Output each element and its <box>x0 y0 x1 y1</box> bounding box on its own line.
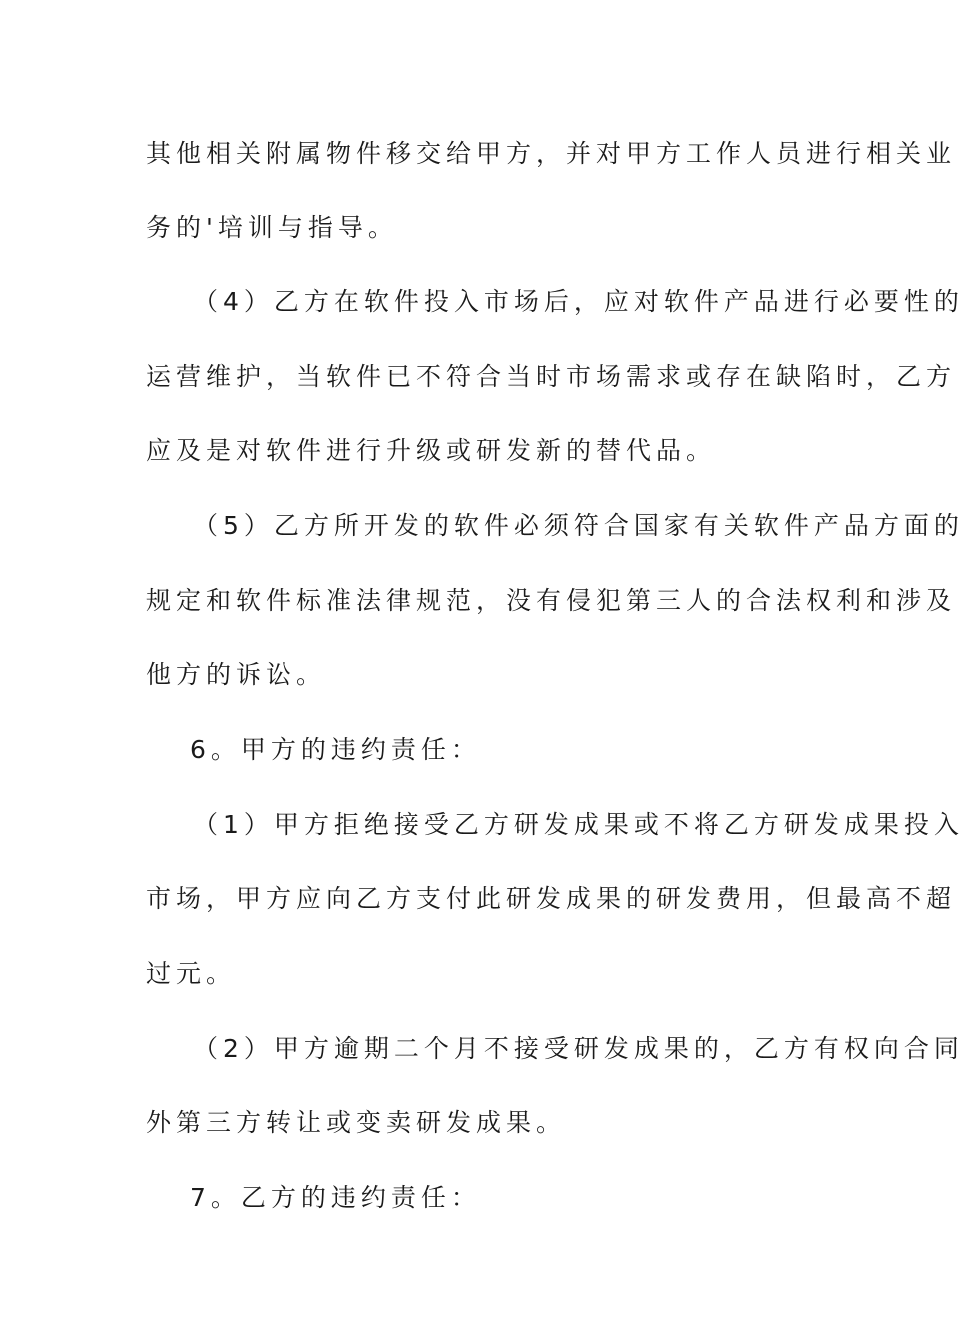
paragraph-line: 应及是对软件进行升级或研发新的替代品。 <box>146 436 717 465</box>
paragraph-line: 务的'培训与指导。 <box>146 213 398 242</box>
paragraph-line: （2）甲方逾期二个月不接受研发成果的，乙方有权向合同 <box>193 1034 964 1063</box>
paragraph-line: 规定和软件标准法律规范，没有侵犯第三人的合法权利和涉及 <box>146 586 957 615</box>
paragraph-line: （1）甲方拒绝接受乙方研发成果或不将乙方研发成果投入 <box>193 810 964 839</box>
paragraph-line: 其他相关附属物件移交给甲方，并对甲方工作人员进行相关业 <box>146 139 957 168</box>
section-heading: 7。乙方的违约责任： <box>190 1183 481 1212</box>
paragraph-line: 过元。 <box>146 959 237 988</box>
paragraph-line: 他方的诉讼。 <box>146 660 327 689</box>
paragraph-line: （5）乙方所开发的软件必须符合国家有关软件产品方面的 <box>193 511 964 540</box>
section-heading: 6。甲方的违约责任： <box>190 735 481 764</box>
paragraph-line: 运营维护，当软件已不符合当时市场需求或存在缺陷时，乙方 <box>146 362 957 391</box>
paragraph-line: 市场，甲方应向乙方支付此研发成果的研发费用，但最高不超 <box>146 884 957 913</box>
paragraph-line: （4）乙方在软件投入市场后，应对软件产品进行必要性的 <box>193 287 964 316</box>
paragraph-line: 外第三方转让或变卖研发成果。 <box>146 1108 567 1137</box>
